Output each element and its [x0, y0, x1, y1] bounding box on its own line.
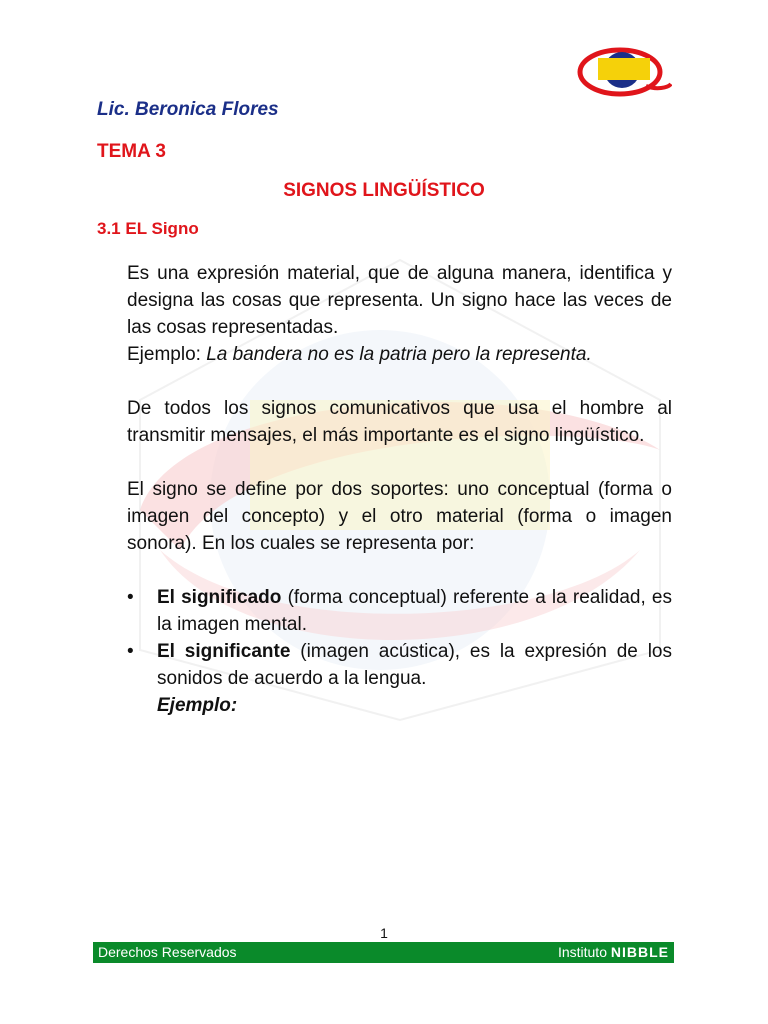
bullet-text: (forma conceptual) referente a la realidad, es la imagen mental.	[157, 587, 672, 635]
bullet-icon: •	[127, 641, 134, 662]
example-text: La bandera no es la patria pero la representa.	[206, 344, 592, 365]
section-heading: 3.1 EL Signo	[97, 219, 199, 238]
bullet-term: El significante	[157, 641, 291, 662]
bullet-list	[127, 584, 672, 692]
page-number: 1	[380, 925, 388, 941]
page-title: SIGNOS LINGÜÍSTICO	[283, 180, 485, 201]
footer-institute	[558, 944, 669, 960]
nibble-logo-icon	[576, 40, 672, 100]
example-heading: Ejemplo:	[157, 695, 238, 716]
paragraph-supports: El signo se define por dos soportes: uno conceptual (forma o imagen del concepto) y el otro material (forma o imagen sonora). En los cuales se representa por:	[127, 479, 672, 554]
list-item	[127, 638, 672, 692]
list-item	[127, 584, 672, 638]
footer-bar	[93, 942, 674, 963]
example-label: Ejemplo:	[127, 344, 207, 365]
footer-rights: Derechos Reservados	[98, 944, 237, 960]
paragraph-definition: Es una expresión material, que de alguna manera, identifica y designa las cosas que representa. Un signo hace las veces de las cosas representadas.	[127, 263, 672, 338]
body-content	[127, 260, 672, 719]
example-line	[127, 341, 672, 368]
paragraph-linguistic-sign: De todos los signos comunicativos que usa el hombre al transmitir mensajes, el más importante es el signo lingüístico.	[127, 398, 672, 446]
footer-brand: NIBBLE	[610, 944, 669, 960]
bullet-text: (imagen acústica), es la expresión de los sonidos de acuerdo a la lengua.	[157, 641, 672, 689]
author-name: Lic. Beronica Flores	[97, 99, 279, 120]
topic-number: TEMA 3	[97, 141, 166, 162]
bullet-icon: •	[127, 587, 134, 608]
footer-institute-prefix: Instituto	[557, 944, 611, 960]
bullet-term: El significado	[157, 587, 282, 608]
